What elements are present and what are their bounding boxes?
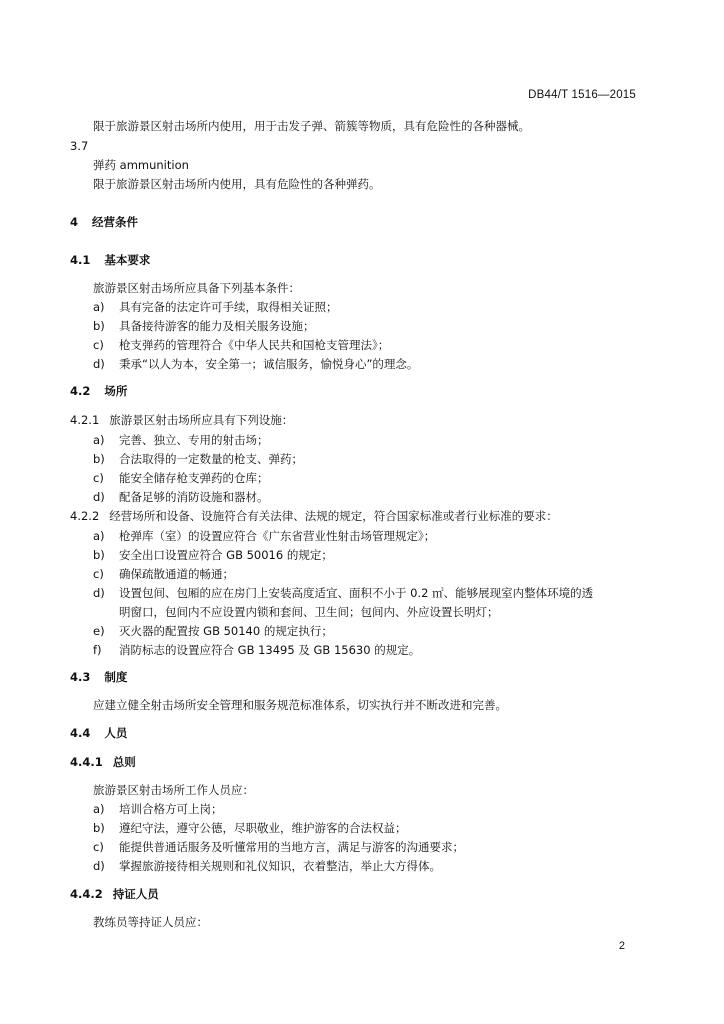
section-number: 4.2 (70, 384, 91, 398)
list-item: f) 消防标志的设置应符合 GB 13495 及 GB 15630 的规定。 (93, 643, 421, 657)
section-number: 4 (70, 215, 79, 229)
clause-4-2-1 (70, 413, 293, 427)
clause-3-7-term: 弹药 ammunition (93, 158, 189, 172)
list-item: c) 确保疏散通道的畅通； (93, 567, 234, 581)
list-item: a) 完善、独立、专用的射击场； (93, 433, 269, 447)
section-number: 4.4.1 (70, 755, 103, 769)
clause-text: 经营场所和设备、设施符合有关法律、法规的规定，符合国家标准或者行业标准的要求： (109, 509, 558, 523)
list-item: c) 能安全储存枪支弹药的仓库； (93, 471, 269, 485)
list-item: d) 掌握旅游接待相关规则和礼仪知识，衣着整洁，举止大方得体。 (93, 859, 441, 873)
section-number: 4.4.2 (70, 887, 103, 901)
list-item: a) 具有完备的法定许可手续，取得相关证照； (93, 300, 338, 314)
section-title: 经营条件 (92, 215, 139, 229)
section-title: 场所 (104, 384, 128, 398)
section-number: 4.1 (70, 253, 91, 267)
section-4-2-heading (70, 384, 127, 398)
weapons-definition-text: 限于旅游景区射击场所内使用，用于击发子弹、箭簇等物质，具有危险性的各种器械。 (93, 119, 530, 133)
section-4-1-intro: 旅游景区射击场所应具备下列基本条件： (93, 281, 300, 295)
list-item: b) 安全出口设置应符合 GB 50016 的规定； (93, 548, 333, 562)
list-item: a) 培训合格方可上岗； (93, 802, 223, 816)
list-item: b) 具备接待游客的能力及相关服务设施； (93, 319, 315, 333)
section-number: 4.3 (70, 670, 91, 684)
clause-4-2-2 (70, 509, 558, 523)
clause-number: 4.2.2 (70, 509, 100, 523)
page-number: 2 (618, 940, 625, 952)
standard-number-header: DB44/T 1516—2015 (528, 89, 636, 101)
clause-3-7-number: 3.7 (70, 139, 89, 153)
section-title: 制度 (104, 670, 128, 684)
section-4-heading (70, 215, 138, 229)
list-item: b) 合法取得的一定数量的枪支、弹药； (93, 452, 303, 466)
section-4-3-text: 应建立健全射击场所安全管理和服务规范标准体系，切实执行并不断改进和完善。 (93, 698, 507, 712)
section-title: 持证人员 (112, 887, 159, 901)
section-4-3-heading (70, 670, 127, 684)
section-4-4-2-heading (70, 887, 159, 901)
list-item: e) 灭火器的配置按 GB 50140 的规定执行； (93, 624, 333, 638)
section-4-4-2-intro: 教练员等持证人员应： (93, 915, 208, 929)
section-4-4-1-intro: 旅游景区射击场所工作人员应： (93, 783, 254, 797)
section-title: 基本要求 (104, 253, 151, 267)
section-4-1-heading (70, 253, 150, 267)
list-item: c) 能提供普通话服务及听懂常用的当地方言，满足与游客的沟通要求； (93, 840, 464, 854)
clause-number: 4.2.1 (70, 413, 100, 427)
section-4-4-heading (70, 726, 127, 740)
list-item: a) 枪弹库（室）的设置应符合《广东省营业性射击场管理规定》； (93, 529, 436, 543)
list-item: b) 遵纪守法，遵守公德，尽职敬业，维护游客的合法权益； (93, 821, 407, 835)
section-title: 人员 (104, 726, 128, 740)
list-item: d) 设置包间、包厢的应在房门上安装高度适宜、面积不小于 0.2 ㎡、能够展现室内整体环境的透 (93, 586, 594, 600)
clause-3-7-definition: 限于旅游景区射击场所内使用，具有危险性的各种弹药。 (93, 177, 381, 191)
clause-text: 旅游景区射击场所应具有下列设施： (109, 413, 294, 427)
list-item-continuation: 明窗口，包间内不应设置内锁和套间、卫生间；包间内、外应设置长明灯； (119, 605, 499, 619)
list-item: d) 秉承“以人为本，安全第一；诚信服务，愉悦身心”的理念。 (93, 357, 419, 371)
section-4-4-1-heading (70, 755, 136, 769)
section-number: 4.4 (70, 726, 91, 740)
list-item: d) 配备足够的消防设施和器材。 (93, 490, 269, 504)
list-item: c) 枪支弹药的管理符合《中华人民共和国枪支管理法》； (93, 338, 390, 352)
section-title: 总则 (112, 755, 136, 769)
